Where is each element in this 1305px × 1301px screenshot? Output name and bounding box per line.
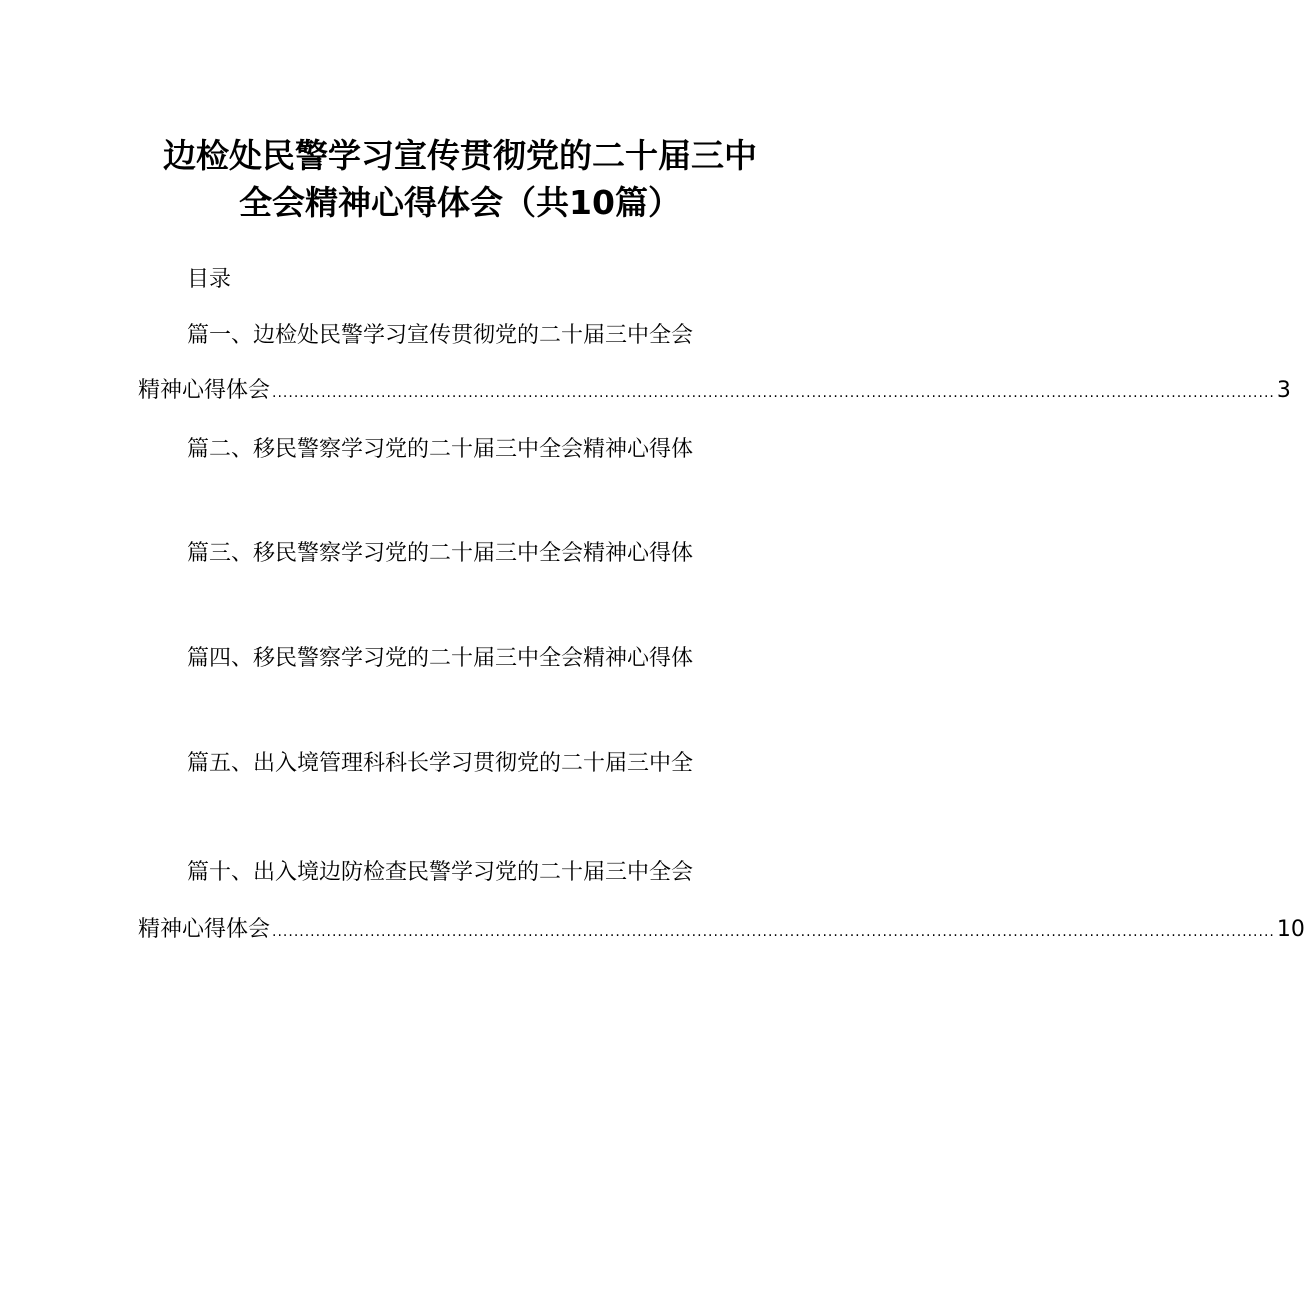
- toc-entry-1-text: 精神心得体会: [138, 378, 271, 403]
- document-title-line-2: 全会精神心得体会（共10篇）: [239, 183, 681, 222]
- toc-entry-4[interactable]: 篇四、移民警察学习党的二十届三中全会精神心得体: [187, 646, 694, 671]
- document-title-line-1: 边检处民警学习宣传贯彻党的二十届三中: [163, 136, 757, 175]
- toc-leader-dots: ........................................................................................................................................................................................: [272, 924, 1275, 940]
- toc-entry-2[interactable]: 篇二、移民警察学习党的二十届三中全会精神心得体: [187, 437, 694, 462]
- toc-leader-dots: ........................................................................................................................................................................................: [272, 385, 1275, 401]
- toc-entry-1-page: 3: [1276, 378, 1291, 403]
- toc-entry-1-line-1[interactable]: 篇一、边检处民警学习宣传贯彻党的二十届三中全会: [187, 323, 694, 348]
- toc-entry-6-line-2[interactable]: [138, 914, 1305, 948]
- toc-entry-6-line-1[interactable]: 篇十、出入境边防检查民警学习党的二十届三中全会: [187, 860, 694, 885]
- toc-entry-6-text: 精神心得体会: [138, 917, 271, 942]
- toc-entry-3[interactable]: 篇三、移民警察学习党的二十届三中全会精神心得体: [187, 541, 694, 566]
- toc-entry-5[interactable]: 篇五、出入境管理科科长学习贯彻党的二十届三中全: [187, 751, 694, 776]
- toc-entry-6-page: 10: [1276, 917, 1305, 942]
- toc-entry-1-line-2[interactable]: [138, 375, 1291, 409]
- toc-heading: 目录: [187, 267, 232, 292]
